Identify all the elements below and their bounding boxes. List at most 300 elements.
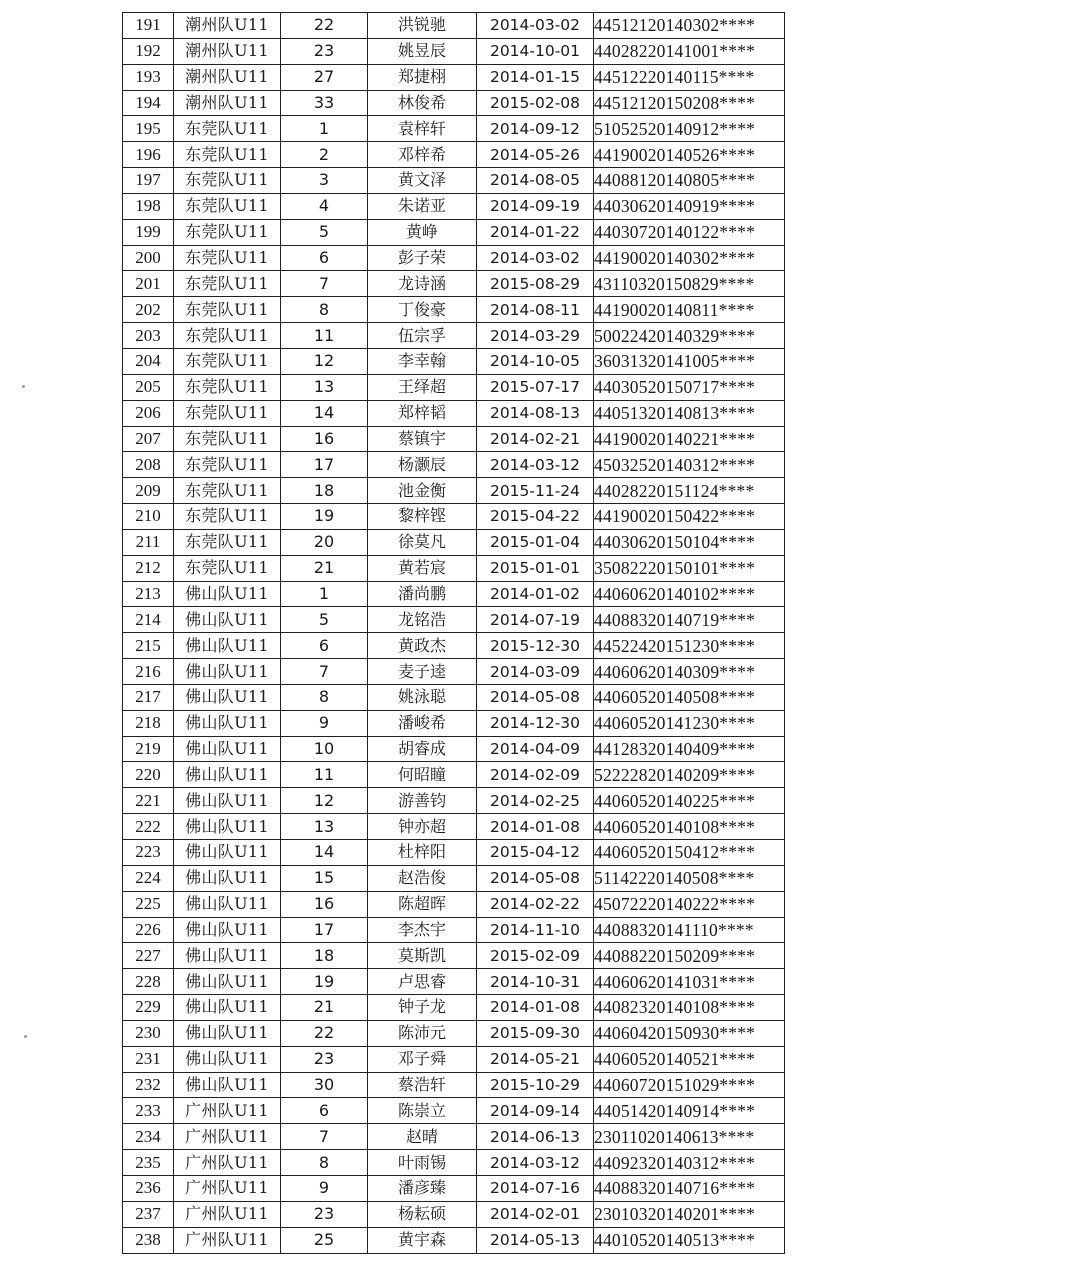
table-row [123,555,785,581]
id-number-cell: 44060520150412**** [594,840,785,866]
player-name-cell: 龙诗涵 [368,271,477,297]
birth-date-cell: 2015-02-09 [477,943,594,969]
player-name-cell: 钟亦超 [368,814,477,840]
birth-date-cell: 2014-09-19 [477,193,594,219]
row-index-cell: 217 [123,684,174,710]
jersey-number-cell: 2 [281,142,368,168]
id-number-cell: 44128320140409**** [594,736,785,762]
jersey-number-cell: 13 [281,814,368,840]
table-row [123,426,785,452]
id-number-cell: 44190020140221**** [594,426,785,452]
player-name-cell: 伍宗孚 [368,323,477,349]
table-row [123,1046,785,1072]
birth-date-cell: 2014-05-13 [477,1227,594,1253]
team-cell: 佛山队U11 [174,814,281,840]
team-cell: 东莞队U11 [174,142,281,168]
player-name-cell: 姚昱辰 [368,38,477,64]
jersey-number-cell: 10 [281,736,368,762]
table-row [123,323,785,349]
team-cell: 东莞队U11 [174,348,281,374]
table-row [123,297,785,323]
jersey-number-cell: 30 [281,1072,368,1098]
row-index-cell: 229 [123,995,174,1021]
jersey-number-cell: 6 [281,1098,368,1124]
table-row [123,38,785,64]
row-index-cell: 203 [123,323,174,349]
scan-speck [24,1035,27,1038]
birth-date-cell: 2015-04-12 [477,840,594,866]
row-index-cell: 220 [123,762,174,788]
table-row [123,995,785,1021]
row-index-cell: 233 [123,1098,174,1124]
player-name-cell: 杨耘硕 [368,1201,477,1227]
id-number-cell: 44028220151124**** [594,478,785,504]
row-index-cell: 211 [123,529,174,555]
row-index-cell: 199 [123,219,174,245]
player-name-cell: 黄峥 [368,219,477,245]
id-number-cell: 44092320140312**** [594,1150,785,1176]
player-name-cell: 何昭瞳 [368,762,477,788]
jersey-number-cell: 33 [281,90,368,116]
id-number-cell: 44060520140508**** [594,684,785,710]
birth-date-cell: 2015-10-29 [477,1072,594,1098]
jersey-number-cell: 11 [281,762,368,788]
birth-date-cell: 2015-01-04 [477,529,594,555]
row-index-cell: 225 [123,891,174,917]
table-row [123,271,785,297]
player-name-cell: 麦子逵 [368,659,477,685]
id-number-cell: 23011020140613**** [594,1124,785,1150]
id-number-cell: 44060620141031**** [594,969,785,995]
id-number-cell: 44060620140102**** [594,581,785,607]
scan-speck [22,385,25,388]
table-row [123,245,785,271]
id-number-cell: 44190020140811**** [594,297,785,323]
player-name-cell: 莫斯凯 [368,943,477,969]
jersey-number-cell: 20 [281,529,368,555]
jersey-number-cell: 22 [281,13,368,39]
player-name-cell: 黄若宸 [368,555,477,581]
birth-date-cell: 2014-12-30 [477,710,594,736]
id-number-cell: 44060620140309**** [594,659,785,685]
birth-date-cell: 2014-09-14 [477,1098,594,1124]
row-index-cell: 236 [123,1175,174,1201]
birth-date-cell: 2014-07-19 [477,607,594,633]
id-number-cell: 45072220140222**** [594,891,785,917]
jersey-number-cell: 7 [281,271,368,297]
player-name-cell: 黄政杰 [368,633,477,659]
id-number-cell: 44051320140813**** [594,400,785,426]
id-number-cell: 44060520140225**** [594,788,785,814]
player-name-cell: 袁梓轩 [368,116,477,142]
birth-date-cell: 2014-10-05 [477,348,594,374]
jersey-number-cell: 17 [281,452,368,478]
id-number-cell: 44010520140513**** [594,1227,785,1253]
table-row [123,762,785,788]
table-row [123,219,785,245]
player-name-cell: 邓子舜 [368,1046,477,1072]
row-index-cell: 201 [123,271,174,297]
jersey-number-cell: 25 [281,1227,368,1253]
jersey-number-cell: 21 [281,995,368,1021]
birth-date-cell: 2014-05-21 [477,1046,594,1072]
birth-date-cell: 2014-10-31 [477,969,594,995]
id-number-cell: 43110320150829**** [594,271,785,297]
row-index-cell: 207 [123,426,174,452]
player-name-cell: 叶雨锡 [368,1150,477,1176]
table-row [123,943,785,969]
table-row [123,193,785,219]
jersey-number-cell: 27 [281,64,368,90]
row-index-cell: 196 [123,142,174,168]
id-number-cell: 44060520141230**** [594,710,785,736]
table-row [123,969,785,995]
player-name-cell: 朱诺亚 [368,193,477,219]
row-index-cell: 202 [123,297,174,323]
birth-date-cell: 2014-10-01 [477,38,594,64]
row-index-cell: 218 [123,710,174,736]
player-name-cell: 王绎超 [368,374,477,400]
jersey-number-cell: 6 [281,245,368,271]
table-row [123,788,785,814]
team-cell: 广州队U11 [174,1150,281,1176]
birth-date-cell: 2015-11-24 [477,478,594,504]
team-cell: 佛山队U11 [174,659,281,685]
row-index-cell: 224 [123,865,174,891]
team-cell: 佛山队U11 [174,917,281,943]
id-number-cell: 44060520140521**** [594,1046,785,1072]
table-row [123,633,785,659]
birth-date-cell: 2014-05-26 [477,142,594,168]
id-number-cell: 44190020150422**** [594,504,785,530]
jersey-number-cell: 8 [281,1150,368,1176]
team-cell: 潮州队U11 [174,90,281,116]
jersey-number-cell: 9 [281,710,368,736]
player-name-cell: 潘尚鹏 [368,581,477,607]
table-row [123,581,785,607]
id-number-cell: 36031320141005**** [594,348,785,374]
birth-date-cell: 2014-02-21 [477,426,594,452]
roster-table-body [123,13,785,1254]
birth-date-cell: 2014-03-02 [477,13,594,39]
team-cell: 佛山队U11 [174,840,281,866]
row-index-cell: 226 [123,917,174,943]
table-row [123,1072,785,1098]
id-number-cell: 52222820140209**** [594,762,785,788]
jersey-number-cell: 3 [281,168,368,194]
team-cell: 佛山队U11 [174,1046,281,1072]
id-number-cell: 50022420140329**** [594,323,785,349]
table-row [123,504,785,530]
birth-date-cell: 2014-05-08 [477,684,594,710]
birth-date-cell: 2015-04-22 [477,504,594,530]
id-number-cell: 44030720140122**** [594,219,785,245]
team-cell: 广州队U11 [174,1175,281,1201]
table-row [123,13,785,39]
birth-date-cell: 2014-08-11 [477,297,594,323]
id-number-cell: 44030620140919**** [594,193,785,219]
table-row [123,1098,785,1124]
player-name-cell: 游善钧 [368,788,477,814]
id-number-cell: 44190020140526**** [594,142,785,168]
row-index-cell: 198 [123,193,174,219]
table-row [123,452,785,478]
team-cell: 东莞队U11 [174,271,281,297]
row-index-cell: 204 [123,348,174,374]
row-index-cell: 219 [123,736,174,762]
jersey-number-cell: 19 [281,504,368,530]
jersey-number-cell: 8 [281,297,368,323]
row-index-cell: 194 [123,90,174,116]
player-name-cell: 邓梓希 [368,142,477,168]
table-row [123,1124,785,1150]
player-name-cell: 杨灏辰 [368,452,477,478]
table-row [123,659,785,685]
birth-date-cell: 2014-03-02 [477,245,594,271]
team-cell: 佛山队U11 [174,710,281,736]
team-cell: 东莞队U11 [174,426,281,452]
team-cell: 佛山队U11 [174,1020,281,1046]
jersey-number-cell: 11 [281,323,368,349]
jersey-number-cell: 16 [281,891,368,917]
birth-date-cell: 2014-01-08 [477,814,594,840]
team-cell: 东莞队U11 [174,504,281,530]
birth-date-cell: 2015-07-17 [477,374,594,400]
table-row [123,529,785,555]
team-cell: 佛山队U11 [174,943,281,969]
row-index-cell: 238 [123,1227,174,1253]
row-index-cell: 209 [123,478,174,504]
birth-date-cell: 2014-03-29 [477,323,594,349]
row-index-cell: 192 [123,38,174,64]
id-number-cell: 51052520140912**** [594,116,785,142]
table-row [123,400,785,426]
table-row [123,607,785,633]
table-row [123,478,785,504]
jersey-number-cell: 21 [281,555,368,581]
row-index-cell: 212 [123,555,174,581]
row-index-cell: 210 [123,504,174,530]
birth-date-cell: 2014-08-05 [477,168,594,194]
row-index-cell: 195 [123,116,174,142]
row-index-cell: 237 [123,1201,174,1227]
table-row [123,90,785,116]
birth-date-cell: 2014-04-09 [477,736,594,762]
id-number-cell: 44088220150209**** [594,943,785,969]
player-name-cell: 潘彦臻 [368,1175,477,1201]
row-index-cell: 223 [123,840,174,866]
id-number-cell: 44512120150208**** [594,90,785,116]
birth-date-cell: 2015-08-29 [477,271,594,297]
player-name-cell: 陈超晖 [368,891,477,917]
player-name-cell: 蔡镇宇 [368,426,477,452]
jersey-number-cell: 17 [281,917,368,943]
team-cell: 东莞队U11 [174,478,281,504]
player-name-cell: 黄文泽 [368,168,477,194]
birth-date-cell: 2014-03-09 [477,659,594,685]
row-index-cell: 214 [123,607,174,633]
row-index-cell: 230 [123,1020,174,1046]
team-cell: 广州队U11 [174,1201,281,1227]
id-number-cell: 51142220140508**** [594,865,785,891]
team-cell: 佛山队U11 [174,581,281,607]
player-name-cell: 丁俊豪 [368,297,477,323]
team-cell: 佛山队U11 [174,607,281,633]
id-number-cell: 44088320140716**** [594,1175,785,1201]
id-number-cell: 44522420151230**** [594,633,785,659]
jersey-number-cell: 14 [281,400,368,426]
player-name-cell: 杜梓阳 [368,840,477,866]
birth-date-cell: 2015-12-30 [477,633,594,659]
table-row [123,917,785,943]
birth-date-cell: 2015-01-01 [477,555,594,581]
team-cell: 东莞队U11 [174,219,281,245]
birth-date-cell: 2014-07-16 [477,1175,594,1201]
team-cell: 佛山队U11 [174,1072,281,1098]
team-cell: 潮州队U11 [174,64,281,90]
table-row [123,116,785,142]
birth-date-cell: 2014-02-09 [477,762,594,788]
team-cell: 东莞队U11 [174,168,281,194]
team-cell: 东莞队U11 [174,529,281,555]
jersey-number-cell: 19 [281,969,368,995]
jersey-number-cell: 16 [281,426,368,452]
player-roster-table [122,12,785,1254]
table-row [123,1150,785,1176]
id-number-cell: 44512220140115**** [594,64,785,90]
player-name-cell: 郑梓韬 [368,400,477,426]
birth-date-cell: 2014-03-12 [477,452,594,478]
team-cell: 东莞队U11 [174,193,281,219]
id-number-cell: 44060720151029**** [594,1072,785,1098]
birth-date-cell: 2014-09-12 [477,116,594,142]
id-number-cell: 44088320141110**** [594,917,785,943]
row-index-cell: 197 [123,168,174,194]
id-number-cell: 45032520140312**** [594,452,785,478]
player-name-cell: 陈崇立 [368,1098,477,1124]
jersey-number-cell: 23 [281,1201,368,1227]
id-number-cell: 44030620150104**** [594,529,785,555]
table-row [123,865,785,891]
team-cell: 佛山队U11 [174,995,281,1021]
team-cell: 东莞队U11 [174,452,281,478]
id-number-cell: 44088120140805**** [594,168,785,194]
row-index-cell: 206 [123,400,174,426]
birth-date-cell: 2014-02-01 [477,1201,594,1227]
player-name-cell: 郑捷栩 [368,64,477,90]
jersey-number-cell: 1 [281,116,368,142]
player-name-cell: 蔡浩轩 [368,1072,477,1098]
team-cell: 佛山队U11 [174,736,281,762]
team-cell: 东莞队U11 [174,297,281,323]
row-index-cell: 227 [123,943,174,969]
team-cell: 东莞队U11 [174,400,281,426]
team-cell: 东莞队U11 [174,323,281,349]
player-name-cell: 李幸翰 [368,348,477,374]
table-row [123,1201,785,1227]
table-row [123,840,785,866]
player-name-cell: 陈沛元 [368,1020,477,1046]
id-number-cell: 44060520140108**** [594,814,785,840]
birth-date-cell: 2014-01-02 [477,581,594,607]
team-cell: 佛山队U11 [174,969,281,995]
player-name-cell: 胡睿成 [368,736,477,762]
team-cell: 东莞队U11 [174,245,281,271]
id-number-cell: 44030520150717**** [594,374,785,400]
jersey-number-cell: 7 [281,1124,368,1150]
row-index-cell: 191 [123,13,174,39]
team-cell: 广州队U11 [174,1227,281,1253]
player-name-cell: 姚泳聪 [368,684,477,710]
team-cell: 东莞队U11 [174,555,281,581]
team-cell: 广州队U11 [174,1098,281,1124]
birth-date-cell: 2014-01-22 [477,219,594,245]
id-number-cell: 44082320140108**** [594,995,785,1021]
id-number-cell: 44088320140719**** [594,607,785,633]
player-name-cell: 池金衡 [368,478,477,504]
player-name-cell: 黎梓铿 [368,504,477,530]
id-number-cell: 44512120140302**** [594,13,785,39]
row-index-cell: 216 [123,659,174,685]
player-name-cell: 彭子荣 [368,245,477,271]
player-name-cell: 李杰宇 [368,917,477,943]
team-cell: 佛山队U11 [174,762,281,788]
jersey-number-cell: 23 [281,1046,368,1072]
team-cell: 佛山队U11 [174,891,281,917]
table-row [123,1020,785,1046]
birth-date-cell: 2015-02-08 [477,90,594,116]
team-cell: 东莞队U11 [174,116,281,142]
jersey-number-cell: 5 [281,219,368,245]
birth-date-cell: 2015-09-30 [477,1020,594,1046]
player-name-cell: 黄宇森 [368,1227,477,1253]
team-cell: 佛山队U11 [174,788,281,814]
jersey-number-cell: 8 [281,684,368,710]
team-cell: 佛山队U11 [174,684,281,710]
player-name-cell: 龙铭浩 [368,607,477,633]
row-index-cell: 213 [123,581,174,607]
jersey-number-cell: 14 [281,840,368,866]
player-name-cell: 林俊希 [368,90,477,116]
birth-date-cell: 2014-05-08 [477,865,594,891]
row-index-cell: 228 [123,969,174,995]
team-cell: 广州队U11 [174,1124,281,1150]
player-name-cell: 潘峻希 [368,710,477,736]
table-row [123,1227,785,1253]
id-number-cell: 23010320140201**** [594,1201,785,1227]
birth-date-cell: 2014-01-08 [477,995,594,1021]
jersey-number-cell: 15 [281,865,368,891]
row-index-cell: 200 [123,245,174,271]
birth-date-cell: 2014-02-22 [477,891,594,917]
table-row [123,710,785,736]
row-index-cell: 193 [123,64,174,90]
row-index-cell: 221 [123,788,174,814]
birth-date-cell: 2014-08-13 [477,400,594,426]
birth-date-cell: 2014-06-13 [477,1124,594,1150]
table-row [123,814,785,840]
jersey-number-cell: 1 [281,581,368,607]
jersey-number-cell: 18 [281,478,368,504]
player-name-cell: 徐莫凡 [368,529,477,555]
table-row [123,684,785,710]
id-number-cell: 44060420150930**** [594,1020,785,1046]
row-index-cell: 231 [123,1046,174,1072]
team-cell: 潮州队U11 [174,13,281,39]
birth-date-cell: 2014-11-10 [477,917,594,943]
jersey-number-cell: 12 [281,788,368,814]
team-cell: 佛山队U11 [174,633,281,659]
